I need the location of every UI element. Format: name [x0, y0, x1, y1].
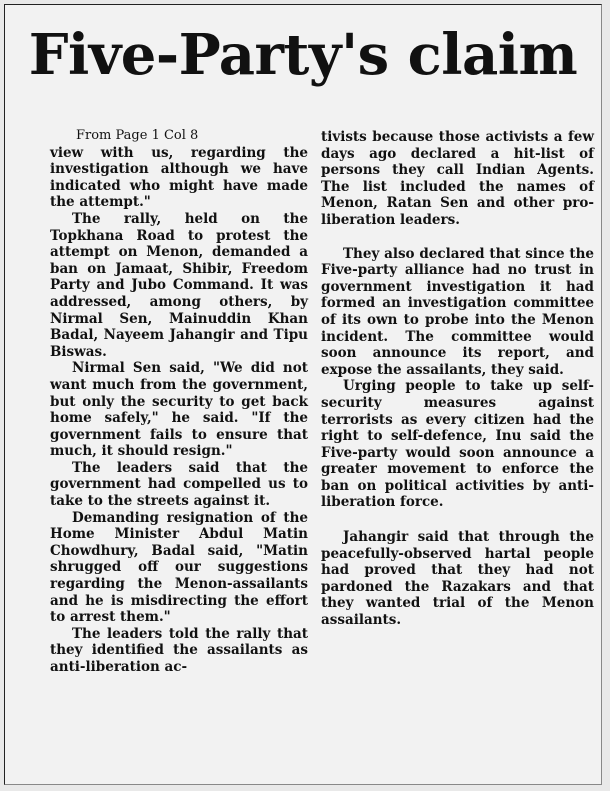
- left-column: [50, 128, 308, 676]
- paragraph: Urging people to take up self-security measures against terrorists as every citizen had the right to self-defence, Inu said the Five-party would soon announce a greater movement to enforce the ban on political activities by anti-liberation force.: [321, 378, 594, 511]
- paragraph: Demanding resignation of the Home Minister Abdul Matin Chowdhury, Badal said, "Matin shrugged off our suggestions regarding the Menon-assailants and he is misdirecting the effort to arrest them.": [50, 509, 308, 626]
- paragraph: tivists because those activists a few days ago declared a hit-list of persons they call Indian Agents. The list included the names of Menon, Ratan Sen and other pro-liberation leaders.: [321, 129, 594, 228]
- paragraph: The leaders told the rally that they identified the assailants as anti-liberation ac-: [50, 625, 308, 675]
- right-column: [321, 129, 594, 629]
- newspaper-clipping: [4, 4, 602, 785]
- jump-line: From Page 1 Col 8: [76, 128, 199, 143]
- headline: Five-Party's claim: [28, 22, 578, 88]
- paragraph: Nirmal Sen said, "We did not want much from the government, but only the security to get back home safely," he said. "If the government fails to ensure that much, it should resign.": [50, 360, 308, 460]
- paragraph: They also declared that since the Five-party alliance had no trust in government investigation it had formed an investigation committee of its own to probe into the Menon incident. The committee would soon announce its report, and expose the assailants, they said.: [321, 245, 594, 378]
- paragraph: view with us, regarding the investigation although we have indicated who might have made the attempt.": [50, 144, 308, 211]
- paragraph: The rally, held on the Topkhana Road to protest the attempt on Menon, demanded a ban on Jamaat, Shibir, Freedom Party and Jubo Command. It was addressed, among others, by Nirmal Sen, Mainuddin Khan Badal, Nayeem Jahangir and Tipu Biswas.: [50, 210, 308, 360]
- paragraph: The leaders said that the government had compelled us to take to the streets against it.: [50, 459, 308, 510]
- paragraph: Jahangir said that through the peacefully-observed hartal people had proved that they had not pardoned the Razakars and that they wanted trial of the Menon assailants.: [321, 529, 594, 629]
